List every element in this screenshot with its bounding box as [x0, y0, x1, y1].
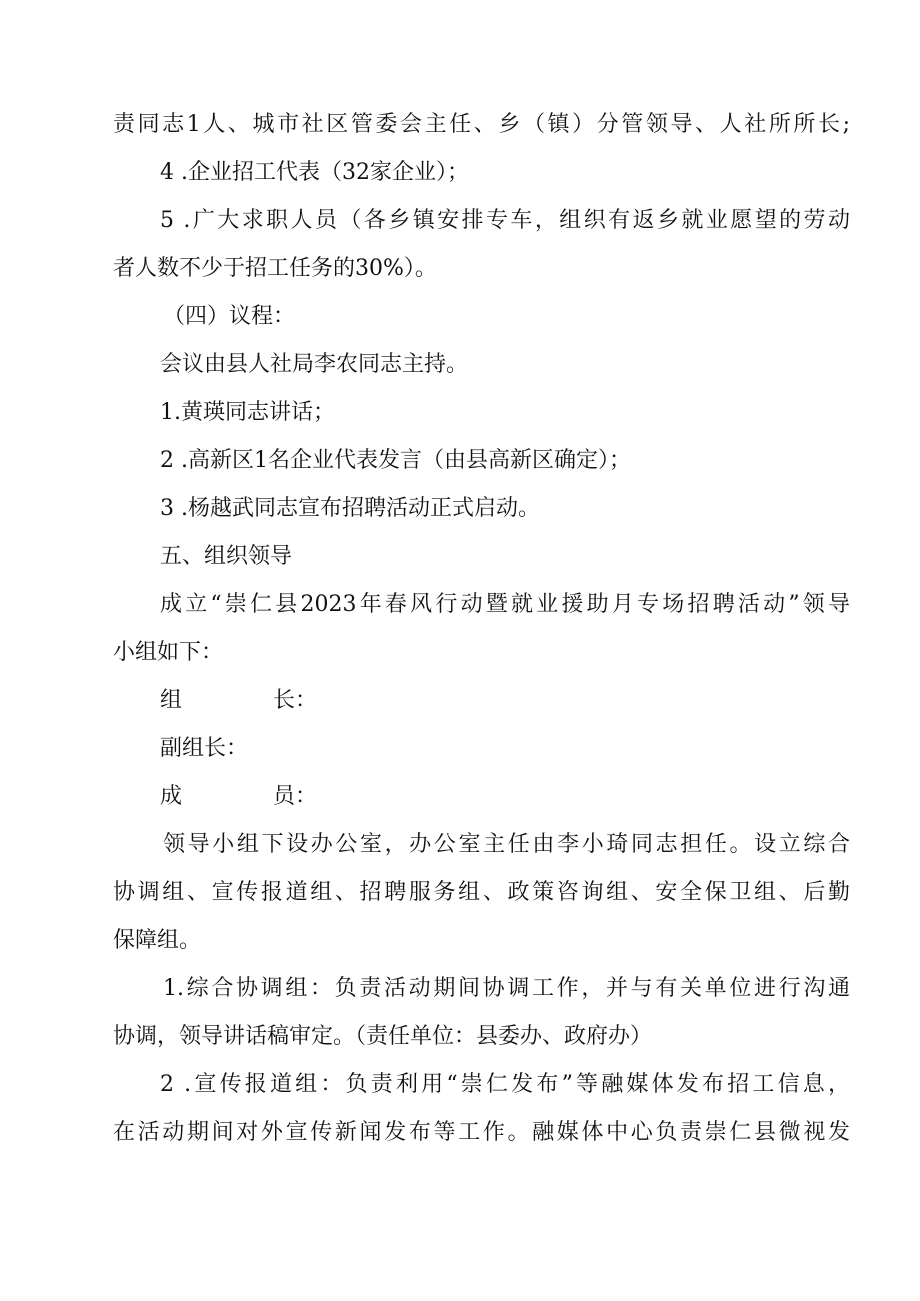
list-item: 2 .高新区1名企业代表发言（由县高新区确定）； [160, 448, 631, 473]
section-heading: （四）议程： [163, 304, 296, 329]
paragraph-line: 责同志1人、城市社区管委会主任、乡（镇）分管领导、人社所所长; [113, 112, 850, 137]
role-member [113, 773, 850, 821]
document-page [113, 101, 850, 1157]
section-heading: 五、组织领导 [160, 544, 293, 569]
list-item: 2 .宣传报道组：负责利用“崇仁发布”等融媒体发布招工信息， [160, 1072, 850, 1097]
role-label-char: 组 [160, 688, 183, 713]
paragraph-line: 协调，领导讲话稿审定。（责任单位：县委办、政府办） [113, 1024, 653, 1049]
role-label-char: 员： [273, 784, 318, 809]
list-item: 5 .广大求职人员（各乡镇安排专车，组织有返乡就业愿望的劳动 [160, 208, 850, 233]
role-leader [113, 677, 850, 725]
role-deputy: 副组长： [160, 736, 249, 761]
list-item: 4 .企业招工代表（32家企业）； [160, 160, 469, 185]
paragraph-line: 者人数不少于招工任务的30%）。 [113, 256, 437, 281]
paragraph-line: 领导小组下设办公室，办公室主任由李小琦同志担任。设立综合 [163, 832, 850, 857]
paragraph-line: 协调组、宣传报道组、招聘服务组、政策咨询组、安全保卫组、后勤 [113, 880, 850, 905]
paragraph-line: 会议由县人社局李农同志主持。 [160, 352, 469, 377]
paragraph-line: 成立“崇仁县2023年春风行动暨就业援助月专场招聘活动”领导 [160, 592, 850, 617]
paragraph-line: 保障组。 [113, 928, 202, 953]
paragraph-line: 小组如下： [113, 640, 224, 665]
paragraph-line: 在活动期间对外宣传新闻发布等工作。融媒体中心负责崇仁县微视发 [113, 1120, 850, 1145]
role-label-char: 长： [273, 688, 318, 713]
list-item: 1.综合协调组：负责活动期间协调工作，并与有关单位进行沟通 [163, 976, 850, 1001]
list-item: 3 .杨越武同志宣布招聘活动正式启动。 [160, 496, 540, 521]
list-item: 1.黄瑛同志讲话； [160, 400, 335, 425]
role-label-char: 成 [160, 784, 183, 809]
